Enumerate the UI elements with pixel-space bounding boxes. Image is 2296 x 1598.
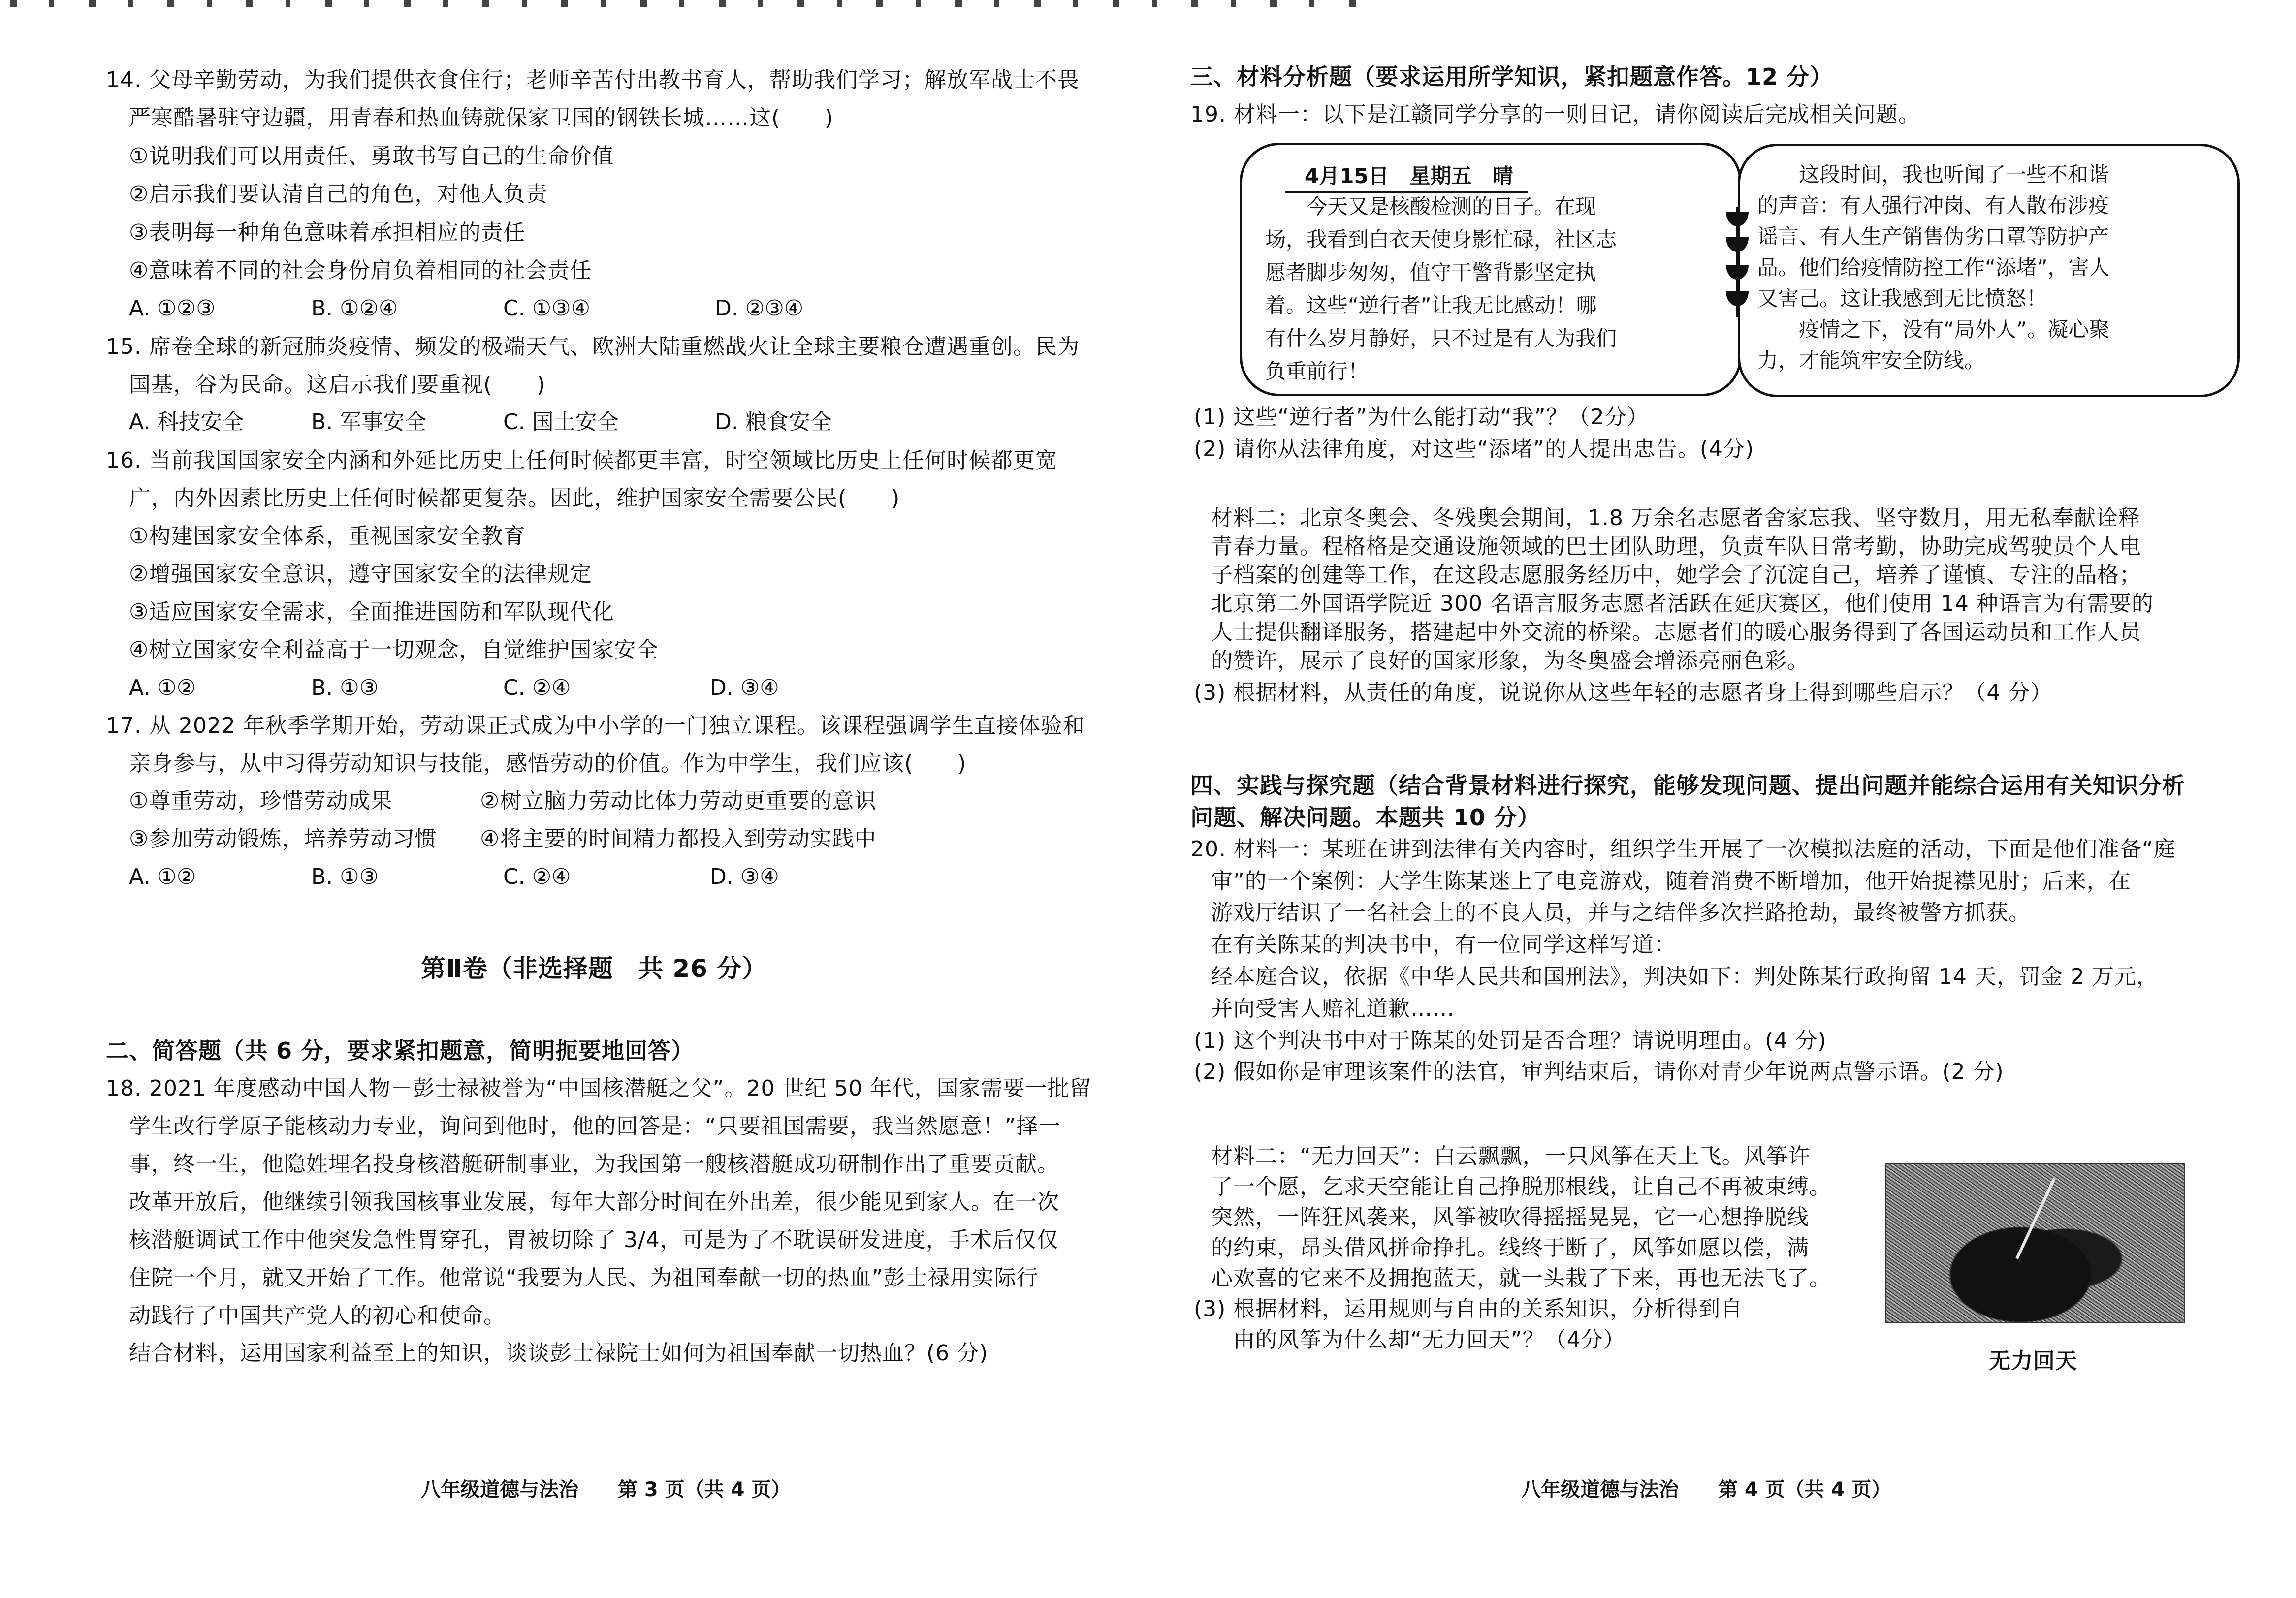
q18-line-6: 住院一个月，就又开始了工作。他常说“我要为人民、为祖国奉献一切的热血”彭士禄用实际行 [129, 1265, 1039, 1290]
q19-sub2: (2) 请你从法律角度，对这些“添堵”的人提出忠告。(4分) [1194, 437, 1754, 462]
part2-title: 第Ⅱ卷（非选择题 共 26 分） [421, 954, 767, 983]
q20-sub2: (2) 假如你是审理该案件的法官，审判结束后，请你对青少年说两点警示语。(2 分) [1194, 1059, 2004, 1084]
q16-option-c[interactable]: C. ②④ [503, 675, 571, 700]
q18-line-4: 改革开放后，他继续引领我国核事业发展，每年大部分时间在外出差，很少能见到家人。在一次 [129, 1190, 1059, 1215]
q18-line-1: 18. 2021 年度感动中国人物－彭士禄被誉为“中国核潜艇之父”。20 世纪 50 年代，国家需要一批留 [106, 1076, 1092, 1101]
kite-string-icon [2015, 1178, 2056, 1259]
q19-material2-line-5: 人士提供翻译服务，搭建起中外交流的桥梁。志愿者们的暖心服务得到了各国运动员和工作人员 [1211, 620, 2141, 645]
q19-sub1: (1) 这些“逆行者”为什么能打动“我”？（2分） [1194, 405, 1649, 430]
q19-sub3: (3) 根据材料，从责任的角度，说说你从这些年轻的志愿者身上得到哪些启示？（4 分） [1194, 680, 2053, 705]
q18-line-7: 动践行了中国共产党人的初心和使命。 [129, 1303, 506, 1328]
q14-statement-4: ④意味着不同的社会身份肩负着相同的社会责任 [129, 258, 592, 283]
q18-line-5: 核潜艇调试工作中他突发急性胃穿孔，胃被切除了 3/4，可是为了不耽误研发进度，手术后仅仅 [129, 1227, 1059, 1253]
q14-option-c[interactable]: C. ①③④ [503, 296, 591, 321]
image-caption: 无力回天 [1989, 1348, 2077, 1374]
q16-statement-2: ②增强国家安全意识，遵守国家安全的法律规定 [129, 562, 592, 587]
diary-right-line-2: 的声音：有人强行冲岗、有人散布涉疫 [1757, 193, 2109, 218]
q14-stem-line1: 14. 父母辛勤劳动，为我们提供衣食住行；老师辛苦付出教书育人，帮助我们学习；解放军战士不畏 [106, 67, 1080, 93]
diary-left-line-5: 有什么岁月静好，只不过是有人为我们 [1265, 326, 1617, 350]
q19-material2-line-1: 材料二：北京冬奥会、冬残奥会期间，1.8 万余名志愿者舍家忘我、坚守数月，用无私奉献诠释 [1211, 505, 2140, 531]
q20-material2-line-2: 了一个愿，乞求天空能让自己挣脱那根线，让自己不再被束缚。 [1211, 1174, 1831, 1199]
section3-title: 三、材料分析题（要求运用所学知识，紧扣题意作答。12 分） [1190, 63, 1833, 90]
q14-statement-1: ①说明我们可以用责任、勇敢书写自己的生命价值 [129, 144, 614, 169]
diary-right-line-5: 又害己。这让我感到无比愤怒！ [1757, 286, 2047, 311]
section4-title-line2: 问题、解决问题。本题共 10 分） [1190, 804, 1541, 831]
q14-option-d[interactable]: D. ②③④ [715, 296, 804, 321]
q20-sub3-line1: (3) 根据材料，运用规则与自由的关系知识，分析得到自 [1194, 1296, 1743, 1321]
q18-line-3: 事，终一生，他隐姓埋名投身核潜艇研制事业，为我国第一艘核潜艇成功研制作出了重要贡献。 [129, 1152, 1059, 1177]
q16-statement-4: ④树立国家安全利益高于一切观念，自觉维护国家安全 [129, 637, 659, 662]
q16-stem-line2: 广，内外因素比历史上任何时候都更复杂。因此，维护国家安全需要公民( ) [129, 486, 900, 511]
q17-statement-3: ③参加劳动锻炼，培养劳动习惯 [129, 826, 437, 851]
diary-right-line-3: 谣言、有人生产销售伪劣口罩等防护产 [1757, 224, 2109, 249]
q17-statement-4: ④将主要的时间精力都投入到劳动实践中 [480, 826, 877, 851]
q16-statement-3: ③适应国家安全需求，全面推进国防和军队现代化 [129, 599, 614, 625]
q20-material1-line-3: 游戏厅结识了一名社会上的不良人员，并与之结伴多次拦路抢劫，最终被警方抓获。 [1211, 900, 2031, 925]
q16-option-b[interactable]: B. ①③ [311, 675, 379, 700]
q18-question: 结合材料，运用国家利益至上的知识，谈谈彭士禄院士如何为祖国奉献一切热血？(6 分) [129, 1341, 989, 1366]
page-footer: 八年级道德与法治 第 3 页（共 4 页） [421, 1478, 791, 1501]
q14-statement-3: ③表明每一种角色意味着承担相应的责任 [129, 220, 526, 245]
q15-option-a[interactable]: A. 科技安全 [129, 409, 244, 435]
diary-right-line-6: 疫情之下，没有“局外人”。凝心聚 [1757, 317, 2110, 342]
q19-material2-line-2: 青春力量。程格格是交通设施领域的巴士团队助理，负责车队日常考勤，协助完成驾驶员个人电 [1211, 534, 2141, 559]
q20-sub3-line2: 由的风筝为什么却“无力回天”？（4分） [1233, 1327, 1626, 1352]
q14-option-a[interactable]: A. ①②③ [129, 296, 216, 321]
diary-left-line-3: 愿者脚步匆匆，值守干警背影坚定执 [1265, 260, 1596, 284]
diary-right-line-7: 力，才能筑牢安全防线。 [1757, 348, 1985, 373]
exam-page-4 [1147, 0, 2296, 1598]
q15-stem-line2: 国基，谷为民命。这启示我们要重视( ) [129, 372, 546, 397]
diary-left-line-2: 场，我看到白衣天使身影忙碌，社区志 [1265, 227, 1617, 251]
q15-option-b[interactable]: B. 军事安全 [311, 409, 427, 435]
q20-sub1: (1) 这个判决书中对于陈某的处罚是否合理？请说明理由。(4 分) [1194, 1028, 1827, 1053]
q19-material2-line-3: 子档案的创建等工作，在这段志愿服务经历中，她学会了沉淀自己，培养了谨慎、专注的品格； [1211, 563, 2141, 588]
diary-right-line-1: 这段时间，我也听闻了一些不和谐 [1757, 162, 2109, 187]
q20-material1-line-1: 20. 材料一：某班在讲到法律有关内容时，组织学生开展了一次模拟法庭的活动，下面是他们准备“庭 [1190, 837, 2176, 862]
q16-option-d[interactable]: D. ③④ [710, 675, 779, 700]
q17-option-c[interactable]: C. ②④ [503, 864, 571, 889]
q19-material2-line-6: 的赞许，展示了良好的国家形象，为冬奥盛会增添亮丽色彩。 [1211, 648, 1809, 673]
q17-statement-1: ①尊重劳动，珍惜劳动成果 [129, 788, 393, 814]
q14-option-b[interactable]: B. ①②④ [311, 296, 398, 321]
q16-statement-1: ①构建国家安全体系，重视国家安全教育 [129, 524, 526, 549]
q20-material1-line-6: 并向受害人赔礼道歉…… [1211, 996, 1455, 1021]
section4-title-line1: 四、实践与探究题（结合背景材料进行探究，能够发现问题、提出问题并能综合运用有关知识分析 [1190, 772, 2185, 799]
q17-stem-line2: 亲身参与，从中习得劳动知识与技能，感悟劳动的价值。作为中学生，我们应该( ) [129, 751, 967, 776]
diary-left-line-4: 着。这些“逆行者”让我无比感动！哪 [1265, 293, 1597, 317]
q20-material1-line-4: 在有关陈某的判决书中，有一位同学这样写道： [1211, 932, 1676, 957]
q16-option-a[interactable]: A. ①② [129, 675, 196, 700]
q15-option-c[interactable]: C. 国土安全 [503, 409, 619, 435]
q17-option-b[interactable]: B. ①③ [311, 864, 379, 889]
q17-stem-line1: 17. 从 2022 年秋季学期开始，劳动课正式成为中小学的一门独立课程。该课程强调学生直接体验和 [106, 713, 1085, 738]
kite-illustration-image [1885, 1163, 2185, 1323]
diary-date-header: 4月15日 星期五 晴 [1285, 160, 1528, 193]
diary-right-line-4: 品。他们给疫情防控工作“添堵”，害人 [1757, 255, 2110, 280]
q20-material2-line-3: 突然，一阵狂风袭来，风筝被吹得摇摇晃晃，它一心想挣脱线 [1211, 1205, 1809, 1230]
q20-material1-line-5: 经本庭合议，依据《中华人民共和国刑法》，判决如下：判处陈某行政拘留 14 天，罚金 2 万元， [1211, 964, 2159, 989]
q20-material2-line-4: 的约束，昂头借风拼命挣扎。线终于断了，风筝如愿以偿，满 [1211, 1235, 1809, 1260]
q17-option-d[interactable]: D. ③④ [710, 864, 779, 889]
q14-statement-2: ②启示我们要认清自己的角色，对他人负责 [129, 182, 548, 207]
q17-option-a[interactable]: A. ①② [129, 864, 196, 889]
q20-material2-line-5: 心欢喜的它来不及拥抱蓝天，就一头栽了下来，再也无法飞了。 [1211, 1266, 1831, 1291]
q17-statement-2: ②树立脑力劳动比体力劳动更重要的意识 [480, 788, 877, 814]
q15-option-d[interactable]: D. 粮食安全 [715, 409, 832, 435]
diary-left-line-6: 负重前行！ [1265, 359, 1369, 383]
page-footer: 八年级道德与法治 第 4 页（共 4 页） [1521, 1478, 1891, 1501]
q20-material1-line-2: 审”的一个案例：大学生陈某迷上了电竞游戏，随着消费不断增加，他开始捉襟见肘；后来，在 [1211, 869, 2131, 894]
q15-stem-line1: 15. 席卷全球的新冠肺炎疫情、频发的极端天气、欧洲大陆重燃战火让全球主要粮仓遭遇重创。民为 [106, 334, 1080, 359]
q18-line-2: 学生改行学原子能核动力专业，询问到他时，他的回答是：“只要祖国需要，我当然愿意！”择一 [129, 1114, 1061, 1139]
section2-title: 二、简答题（共 6 分，要求紧扣题意，简明扼要地回答） [106, 1037, 695, 1064]
q20-material2-line-1: 材料二：“无力回天”：白云飘飘，一只风筝在天上飞。风筝许 [1211, 1144, 1811, 1169]
q19-intro: 19. 材料一：以下是江赣同学分享的一则日记，请你阅读后完成相关问题。 [1190, 102, 1920, 127]
q16-stem-line1: 16. 当前我国国家安全内涵和外延比历史上任何时候都更丰富，时空领域比历史上任何时候都更宽 [106, 448, 1057, 473]
exam-page-3 [0, 0, 1147, 1598]
q14-stem-line2: 严寒酷暑驻守边疆，用青春和热血铸就保家卫国的钢铁长城……这( ) [129, 105, 834, 130]
q19-material2-line-4: 北京第二外国语学院近 300 名语言服务志愿者活跃在延庆赛区，他们使用 14 种语言为有需要的 [1211, 591, 2154, 616]
diary-left-line-1: 今天又是核酸检测的日子。在现 [1265, 194, 1596, 219]
